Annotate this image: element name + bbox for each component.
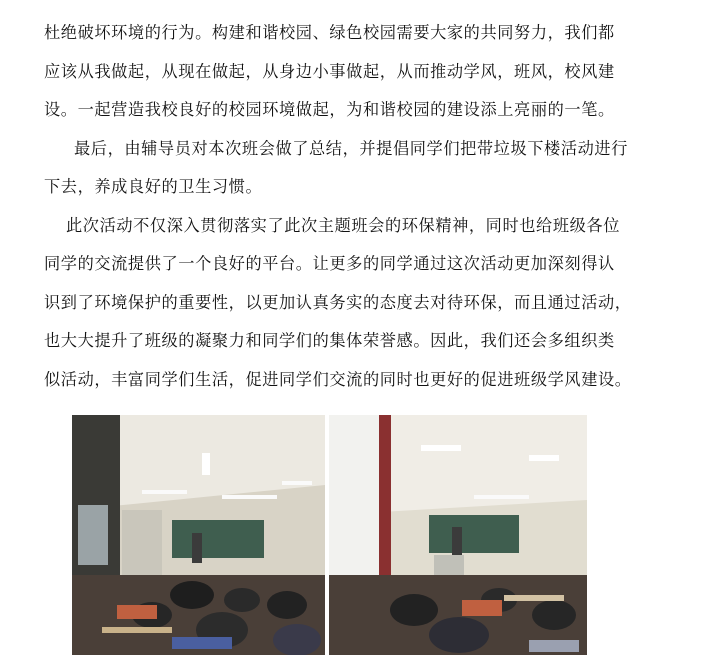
classroom-photo-left bbox=[72, 415, 325, 655]
text-line: 似活动，丰富同学们生活，促进同学们交流的同时也更好的促进班级学风建设。 bbox=[44, 369, 632, 389]
text-line: 也大大提升了班级的凝聚力和同学们的集体荣誉感。因此，我们还会多组织类 bbox=[44, 331, 615, 350]
text-line: 此次活动不仅深入贯彻落实了此次主题班会的环保精神，同时也给班级各位 bbox=[66, 215, 620, 235]
text-line: 应该从我做起，从现在做起，从身边小事做起，从而推动学风，班风，校风建 bbox=[44, 61, 615, 81]
text-line: 最后，由辅导员对本次班会做了总结，并提倡同学们把带垃圾下楼活动进行 bbox=[74, 138, 628, 158]
text-line: 杜绝破坏环境的行为。构建和谐校园、绿色校园需要大家的共同努力，我们都 bbox=[44, 23, 615, 42]
text-line: 同学的交流提供了一个良好的平台。让更多的同学通过这次活动更加深刻得认 bbox=[44, 254, 615, 273]
body-text bbox=[44, 14, 664, 399]
classroom-photo-right bbox=[329, 415, 587, 655]
text-line: 设。一起营造我校良好的校园环境做起，为和谐校园的建设添上亮丽的一笔。 bbox=[44, 100, 615, 119]
text-line: 识到了环境保护的重要性，以更加认真务实的态度去对待环保，而且通过活动， bbox=[44, 292, 632, 312]
text-line: 下去，养成良好的卫生习惯。 bbox=[44, 177, 263, 196]
